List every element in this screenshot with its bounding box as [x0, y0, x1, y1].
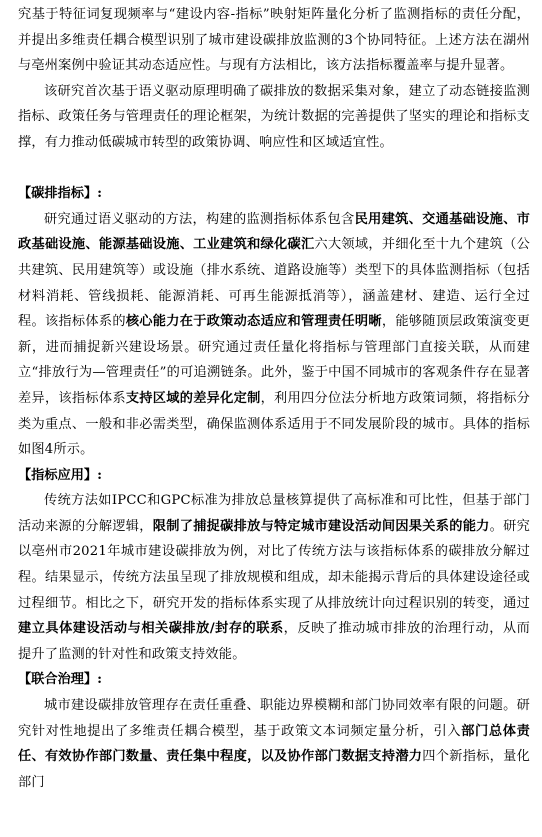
section2-bold-linkage: 建立具体建设活动与相关碳排放/封存的联系	[18, 621, 284, 637]
section3-paragraph-1	[18, 693, 530, 795]
section1-text-d: ，利用四分位法分析地方政策词频，将指标分类为重点、一般和非必需类型，确保监测体系适用于不同发展阶段的城市。具体的指标如图4所示。	[18, 390, 531, 458]
section2-text-a: 传统方法如IPCC和GPC标准为排放总量核算提供了高标准和可比性，但基于部门活动来源的分解逻辑，	[18, 493, 530, 534]
section1-text-c: ，能够随顶层政策演变更新，进而捕捉新兴建设场景。研究通过责任量化将指标与管理部门直接关联，从而建立“排放行为—管理责任”的可追溯链条。此外，鉴于中国不同城市的客观条件存在显著差异，该指标体系	[18, 314, 530, 406]
section1-bold-domains: 民用建筑、交通基础设施、市政基础设施、能源基础设施、工业建筑和绿化碳汇	[18, 211, 530, 253]
section1-bold-core-capability: 核心能力在于政策动态适应和管理责任明晰	[125, 314, 382, 330]
section1-text-a: 研究通过语义驱动的方法，构建的监测指标体系包含	[44, 211, 355, 227]
section2-paragraph-1	[18, 488, 530, 667]
section3-bold-new-indicators: 部门总体责任、有效协作部门数量、责任集中程度，以及协作部门数据支持潜力	[18, 723, 530, 765]
blank-line	[18, 156, 530, 182]
document-page	[18, 2, 530, 795]
section2-text-b: 。研究以亳州市2021年城市建设碳排放为例，对比了传统方法与该指标体系的碳排放分解过程。结果显示，传统方法虽呈现了排放规模和组成，却未能揭示背后的具体建设途径或过程细节。相比之下，研究开发的指标体系实现了从排放统计向过程识别的转变，通过	[18, 518, 531, 611]
section3-text-a: 城市建设碳排放管理存在责任重叠、职能边界模糊和部门协同效率有限的问题。研究针对性地提出了多维责任耦合模型，基于政策文本词频定量分析，引入	[18, 698, 530, 739]
intro-paragraph-2: 该研究首次基于语义驱动原理明确了碳排放的数据采集对象，建立了动态链接监测指标、政策任务与管理责任的理论框架，为统计数据的完善提供了坚实的理论和指标支撑，有力推动低碳城市转型的政策协调、响应性和区域适宜性。	[18, 83, 530, 150]
section-heading-joint-governance: 【联合治理】:	[18, 672, 102, 688]
section1-text-b: 六大领域，并细化至十九个建筑（公共建筑、民用建筑等）或设施（排水系统、道路设施等）类型下的具体监测指标（包括材料消耗、管线损耗、能源消耗、可再生能源抵消等），涵盖建材、建造、运行全过程。该指标体系的	[18, 237, 530, 330]
intro-paragraph-1: 究基于特征词复现频率与“建设内容-指标”映射矩阵量化分析了监测指标的责任分配，并提出多维责任耦合模型识别了城市建设碳排放监测的3个协同特征。上述方法在湖州与亳州案例中验证其动态适应性。与现有方法相比，该方法指标覆盖率与提升显著。	[18, 7, 530, 74]
section1-bold-customization: 支持区域的差异化定制	[125, 390, 261, 406]
section-heading-emission-indicators: 【碳排指标】:	[18, 186, 102, 202]
section1-paragraph-1	[18, 207, 530, 463]
section2-bold-limitation: 限制了捕捉碳排放与特定城市建设活动间因果关系的能力	[152, 518, 490, 534]
section-heading-indicator-application: 【指标应用】:	[18, 467, 102, 483]
section2-text-c: ，反映了推动城市排放的治理行动，从而提升了监测的针对性和政策支持效能。	[18, 621, 530, 662]
section3-text-b: 四个新指标，量化部门	[18, 749, 530, 790]
